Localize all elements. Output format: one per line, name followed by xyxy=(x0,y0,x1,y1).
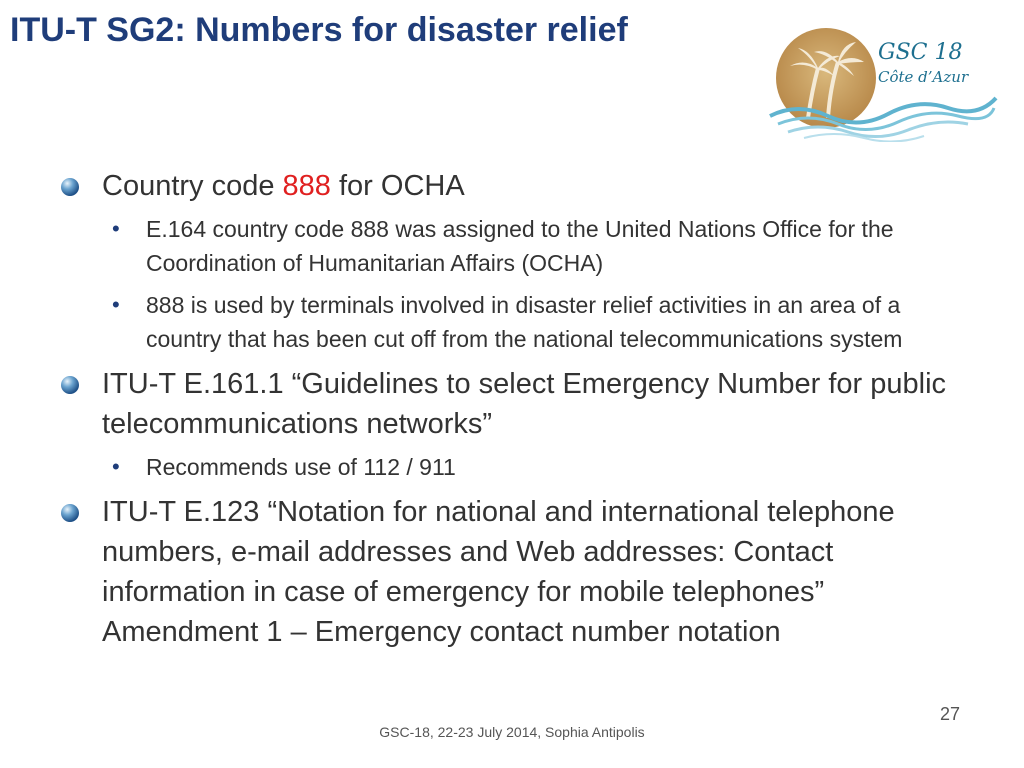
bullet-text: ITU-T E.161.1 “Guidelines to select Emergency Number for public telecommunications networks” xyxy=(102,368,947,440)
slide-footer: GSC-18, 22-23 July 2014, Sophia Antipolis xyxy=(379,724,645,740)
logo-subtitle: Côte d’Azur xyxy=(878,68,969,86)
bullet-text-before: Country code xyxy=(102,170,283,202)
blue-orb-icon xyxy=(60,503,80,523)
logo-title: GSC 18 xyxy=(878,40,963,65)
page-number: 27 xyxy=(939,704,960,724)
sub-bullet-text: E.164 country code 888 was assigned to the United Nations Office for the Coordination of Humanitarian Affairs (OCHA) xyxy=(146,216,894,276)
slide-body xyxy=(60,166,970,652)
bullet-text: ITU-T E.123 “Notation for national and international telephone numbers, e-mail addresses and Web addresses: Contact information in case of emergency for mobile telephones” Amendment 1 – Emergency contact number notation xyxy=(102,496,895,648)
bullet-text-after: for OCHA xyxy=(330,170,465,202)
dot-icon: • xyxy=(112,292,120,317)
sub-bullet-text: 888 is used by terminals involved in disaster relief activities in an area of a country that has been cut off from the national telecommunications system xyxy=(146,292,903,352)
slide-title: ITU-T SG2: Numbers for disaster relief xyxy=(10,11,628,49)
dot-icon: • xyxy=(112,454,120,479)
bullet-e123 xyxy=(60,492,970,652)
bullet-e161 xyxy=(60,364,970,444)
highlight-888: 888 xyxy=(282,170,331,202)
sub-bullet-888-usage xyxy=(60,288,970,356)
sub-bullet-112-911 xyxy=(60,450,970,484)
sub-bullet-e164 xyxy=(60,212,970,280)
blue-orb-icon xyxy=(60,177,80,197)
sub-bullet-text: Recommends use of 112 / 911 xyxy=(146,454,456,480)
blue-orb-icon xyxy=(60,375,80,395)
bullet-country-code xyxy=(60,166,970,206)
dot-icon: • xyxy=(112,216,120,241)
